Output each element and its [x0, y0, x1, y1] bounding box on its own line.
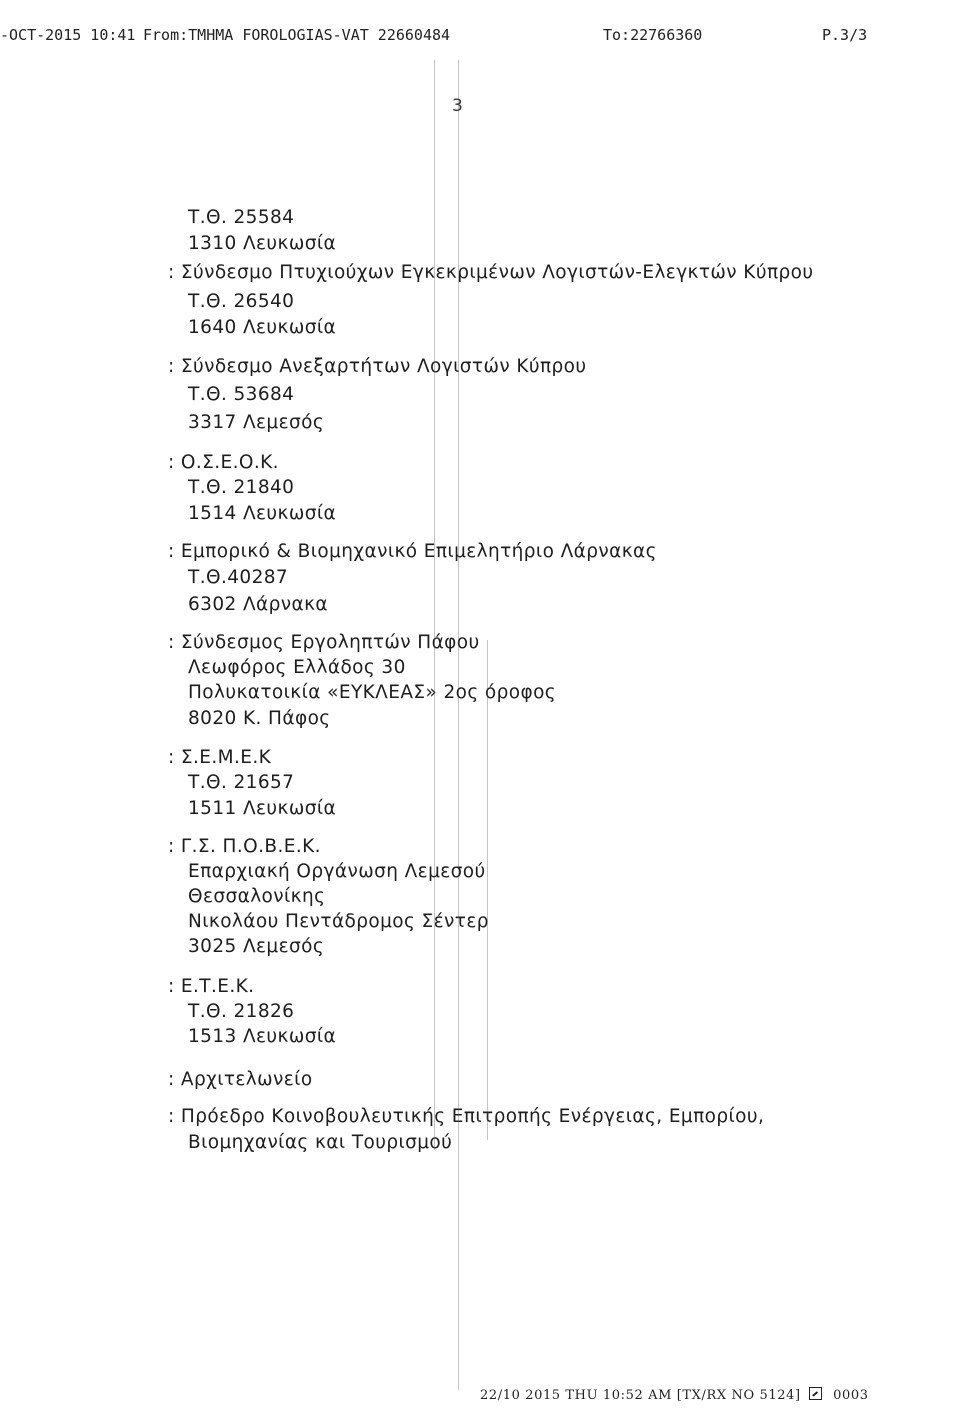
text-line: 1513 Λευκωσία — [188, 1026, 337, 1047]
text-line: 3025 Λεμεσός — [188, 936, 325, 957]
text-line: Τ.Θ. 26540 — [188, 291, 295, 312]
scan-streak — [458, 60, 459, 1390]
text-line: Πολυκατοικία «ΕΥΚΛΕΑΣ» 2ος όροφος — [188, 682, 557, 703]
fax-header — [0, 26, 960, 50]
text-line: 8020 Κ. Πάφος — [188, 708, 331, 729]
text-line: Θεσσαλονίκης — [188, 886, 326, 907]
text-line: 1310 Λευκωσία — [188, 233, 337, 254]
scan-streak — [487, 640, 488, 1140]
text-line: : Αρχιτελωνείο — [168, 1069, 313, 1090]
text-line: 1511 Λευκωσία — [188, 798, 337, 819]
text-line: : Ε.Τ.Ε.Κ. — [168, 976, 255, 997]
fax-date-time: -ΟCT-2015 10:41 — [0, 26, 136, 44]
text-line: : Σύνδεσμο Πτυχιούχων Εγκεκριμένων Λογιστών-Ελεγκτών Κύπρου — [168, 262, 814, 283]
text-line: Νικολάου Πεντάδρομος Σέντερ — [188, 911, 489, 932]
text-line: Τ.Θ. 21657 — [188, 772, 295, 793]
text-line: : Πρόεδρο Κοινοβουλευτικής Επιτροπής Ενέργειας, Εμπορίου, — [168, 1106, 765, 1127]
text-line: : Σύνδεσμος Εργοληπτών Πάφου — [168, 632, 480, 653]
text-line: 1514 Λευκωσία — [188, 503, 337, 524]
text-line: : Ο.Σ.Ε.Ο.Κ. — [168, 452, 279, 473]
text-line: Τ.Θ.40287 — [188, 567, 289, 588]
page-number: 3 — [452, 96, 463, 116]
fax-page: P.3/3 — [822, 26, 868, 44]
checked-box-icon — [809, 1387, 822, 1400]
scan-streak — [434, 60, 435, 1150]
text-line: Βιομηχανίας και Τουρισμού — [188, 1132, 453, 1153]
text-line: : Σύνδεσμο Ανεξαρτήτων Λογιστών Κύπρου — [168, 356, 587, 377]
fax-footer-timestamp: 22/10 2015 THU 10:52 AM [TX/RX NO 5124] — [480, 1388, 801, 1403]
text-line: Τ.Θ. 25584 — [188, 207, 295, 228]
text-line: : Εμπορικό & Βιομηχανικό Επιμελητήριο Λάρνακας — [168, 541, 657, 562]
text-line: Τ.Θ. 21840 — [188, 477, 295, 498]
text-line: Λεωφόρος Ελλάδος 30 — [188, 657, 406, 678]
text-line: Επαρχιακή Οργάνωση Λεμεσού — [188, 861, 486, 882]
fax-to: To:22766360 — [603, 26, 703, 44]
text-line: 1640 Λευκωσία — [188, 317, 337, 338]
text-line: : Σ.Ε.Μ.Ε.Κ — [168, 747, 272, 768]
text-line: Τ.Θ. 21826 — [188, 1001, 295, 1022]
fax-from: From:TMHMA FOROLOGIAS-VAT 22660484 — [143, 26, 451, 44]
fax-footer — [480, 1387, 869, 1403]
text-line: 6302 Λάρνακα — [188, 594, 328, 615]
text-line: 3317 Λεμεσός — [188, 412, 325, 433]
fax-footer-count: 0003 — [833, 1388, 869, 1403]
text-line: Τ.Θ. 53684 — [188, 384, 295, 405]
text-line: : Γ.Σ. Π.Ο.Β.Ε.Κ. — [168, 836, 321, 857]
